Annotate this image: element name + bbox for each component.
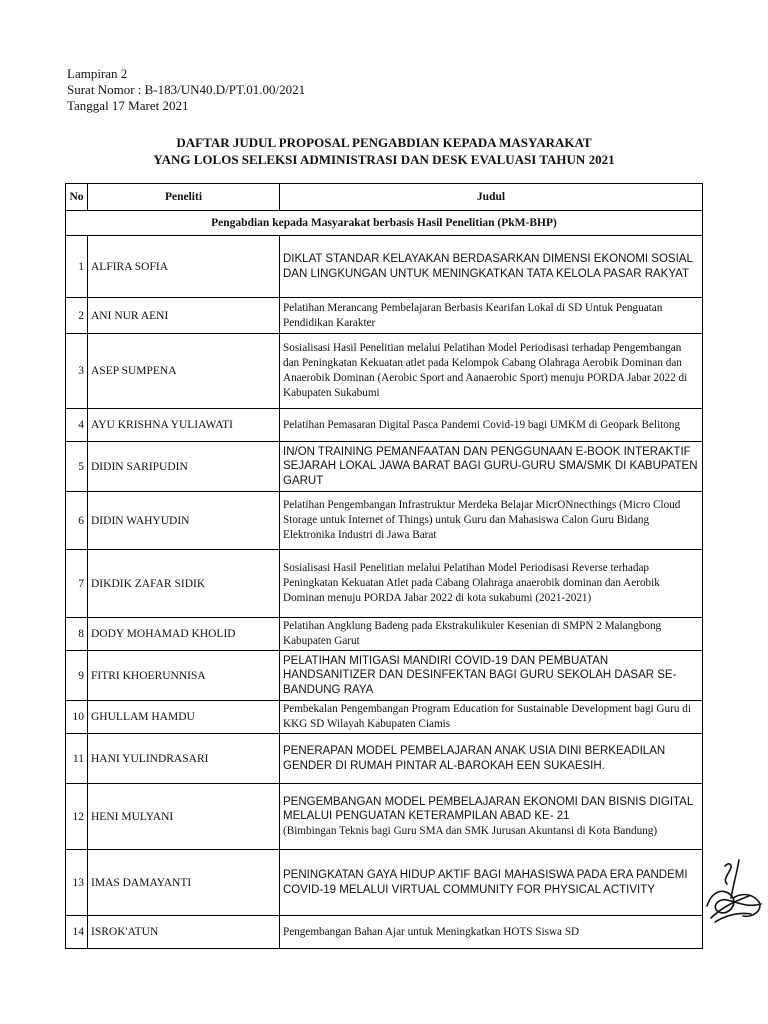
table-row [66, 850, 703, 916]
table-row [66, 492, 703, 550]
researcher-name: ANI NUR AENI [88, 298, 280, 334]
row-number: 2 [66, 298, 88, 334]
proposal-title: PELATIHAN MITIGASI MANDIRI COVID-19 DAN PEMBUATAN HANDSANITIZER DAN DESINFEKTAN BAGI GURU SEKOLAH DASAR SE-BANDUNG RAYA [280, 651, 703, 701]
table-row [66, 651, 703, 701]
row-number: 5 [66, 442, 88, 492]
title-line-2: YANG LOLOS SELEKSI ADMINISTRASI DAN DESK EVALUASI TAHUN 2021 [153, 152, 615, 167]
table-row [66, 442, 703, 492]
table-row [66, 334, 703, 409]
proposal-title: PENINGKATAN GAYA HIDUP AKTIF BAGI MAHASISWA PADA ERA PANDEMI COVID-19 MELALUI VIRTUAL COMMUNITY FOR PHYSICAL ACTIVITY [280, 850, 703, 916]
researcher-name: DODY MOHAMAD KHOLID [88, 618, 280, 651]
proposal-title: Pengembangan Bahan Ajar untuk Meningkatkan HOTS Siswa SD [280, 916, 703, 949]
letter-number: Surat Nomor : B-183/UN40.D/PT.01.00/2021 [67, 82, 306, 97]
researcher-name: HENI MULYANI [88, 784, 280, 850]
proposal-title: PENERAPAN MODEL PEMBELAJARAN ANAK USIA DINI BERKEADILAN GENDER DI RUMAH PINTAR AL-BAROKAH EEN SUKAESIH. [280, 734, 703, 784]
researcher-name: HANI YULINDRASARI [88, 734, 280, 784]
letter-date: Tanggal 17 Maret 2021 [67, 98, 189, 113]
row-number: 4 [66, 409, 88, 442]
proposal-title: Sosialisasi Hasil Penelitian melalui Pelatihan Model Periodisasi terhadap Pengembangan dan Peningkatan Kekuatan atlet pada Kelompok Cabang Olahraga Aerobik Dominan dan Anaerobik Dominan (Aerobic Sport and Aanaerobic Sport) menuju PORDA Jabar 2022 di Kabupaten Sukabumi [280, 334, 703, 409]
proposal-title: DIKLAT STANDAR KELAYAKAN BERDASARKAN DIMENSI EKONOMI SOSIAL DAN LINGKUNGAN UNTUK MENINGKATKAN TATA KELOLA PASAR RAKYAT [280, 236, 703, 298]
row-number: 10 [66, 701, 88, 734]
attachment-label: Lampiran 2 [67, 66, 128, 81]
proposal-title: IN/ON TRAINING PEMANFAATAN DAN PENGGUNAAN E-BOOK INTERAKTIF SEJARAH LOKAL JAWA BARAT BAGI GURU-GURU SMA/SMK DI KABUPATEN GARUT [280, 442, 703, 492]
proposal-title: Pelatihan Pengembangan Infrastruktur Merdeka Belajar MicrONnecthings (Micro Cloud Storage untuk Internet of Things) untuk Guru dan Mahasiswa Calon Guru Bidang Elektronika Industri di Jawa Barat [280, 492, 703, 550]
section-row [66, 211, 703, 236]
letter-header [67, 66, 305, 114]
table-row [66, 734, 703, 784]
proposal-title: Pelatihan Merancang Pembelajaran Berbasis Kearifan Lokal di SD Untuk Penguatan Pendidikan Karakter [280, 298, 703, 334]
row-number: 1 [66, 236, 88, 298]
researcher-name: GHULLAM HAMDU [88, 701, 280, 734]
row-number: 9 [66, 651, 88, 701]
section-label: Pengabdian kepada Masyarakat berbasis Hasil Penelitian (PkM-BHP) [66, 211, 703, 236]
proposal-title: Sosialisasi Hasil Penelitian melalui Pelatihan Model Periodisasi Reverse terhadap Peningkatan Kekuatan Atlet pada Cabang Olahraga anaerobik dominan dan Aerobik Dominan menuju PORDA Jabar 2022 di kota sukabumi (2021-2021) [280, 550, 703, 618]
researcher-name: ISROK'ATUN [88, 916, 280, 949]
handwritten-signature [703, 858, 765, 930]
researcher-name: DIKDIK ZAFAR SIDIK [88, 550, 280, 618]
table-row [66, 550, 703, 618]
row-number: 12 [66, 784, 88, 850]
researcher-name: FITRI KHOERUNNISA [88, 651, 280, 701]
researcher-name: DIDIN WAHYUDIN [88, 492, 280, 550]
header-peneliti: Peneliti [88, 184, 280, 211]
researcher-name: IMAS DAMAYANTI [88, 850, 280, 916]
row-number: 8 [66, 618, 88, 651]
table-row [66, 236, 703, 298]
table-row [66, 409, 703, 442]
table-row [66, 618, 703, 651]
researcher-name: ALFIRA SOFIA [88, 236, 280, 298]
row-number: 11 [66, 734, 88, 784]
table-row [66, 701, 703, 734]
header-no: No [66, 184, 88, 211]
researcher-name: DIDIN SARIPUDIN [88, 442, 280, 492]
document-title [0, 134, 768, 168]
row-number: 14 [66, 916, 88, 949]
header-judul: Judul [280, 184, 703, 211]
proposal-title: Pembekalan Pengembangan Program Education for Sustainable Development bagi Guru di KKG SD Wilayah Kabupaten Ciamis [280, 701, 703, 734]
table-row [66, 916, 703, 949]
proposal-title: Pelatihan Pemasaran Digital Pasca Pandemi Covid-19 bagi UMKM di Geopark Belitong [280, 409, 703, 442]
proposal-table [65, 183, 703, 949]
researcher-name: ASEP SUMPENA [88, 334, 280, 409]
table-row [66, 298, 703, 334]
row-number: 13 [66, 850, 88, 916]
title-line-1: DAFTAR JUDUL PROPOSAL PENGABDIAN KEPADA MASYARAKAT [176, 135, 592, 150]
row-number: 3 [66, 334, 88, 409]
row-number: 7 [66, 550, 88, 618]
table-row [66, 784, 703, 850]
row-number: 6 [66, 492, 88, 550]
table-header-row [66, 184, 703, 211]
researcher-name: AYU KRISHNA YULIAWATI [88, 409, 280, 442]
proposal-title-cell [280, 784, 703, 850]
proposal-title: PENGEMBANGAN MODEL PEMBELAJARAN EKONOMI DAN BISNIS DIGITAL MELALUI PENGUATAN KETERAMPILAN ABAD KE- 21 [283, 795, 693, 822]
proposal-subtitle: (Bimbingan Teknis bagi Guru SMA dan SMK Jurusan Akuntansi di Kota Bandung) [283, 824, 658, 837]
proposal-title: Pelatihan Angklung Badeng pada Ekstrakulikuler Kesenian di SMPN 2 Malangbong Kabupaten Garut [280, 618, 703, 651]
